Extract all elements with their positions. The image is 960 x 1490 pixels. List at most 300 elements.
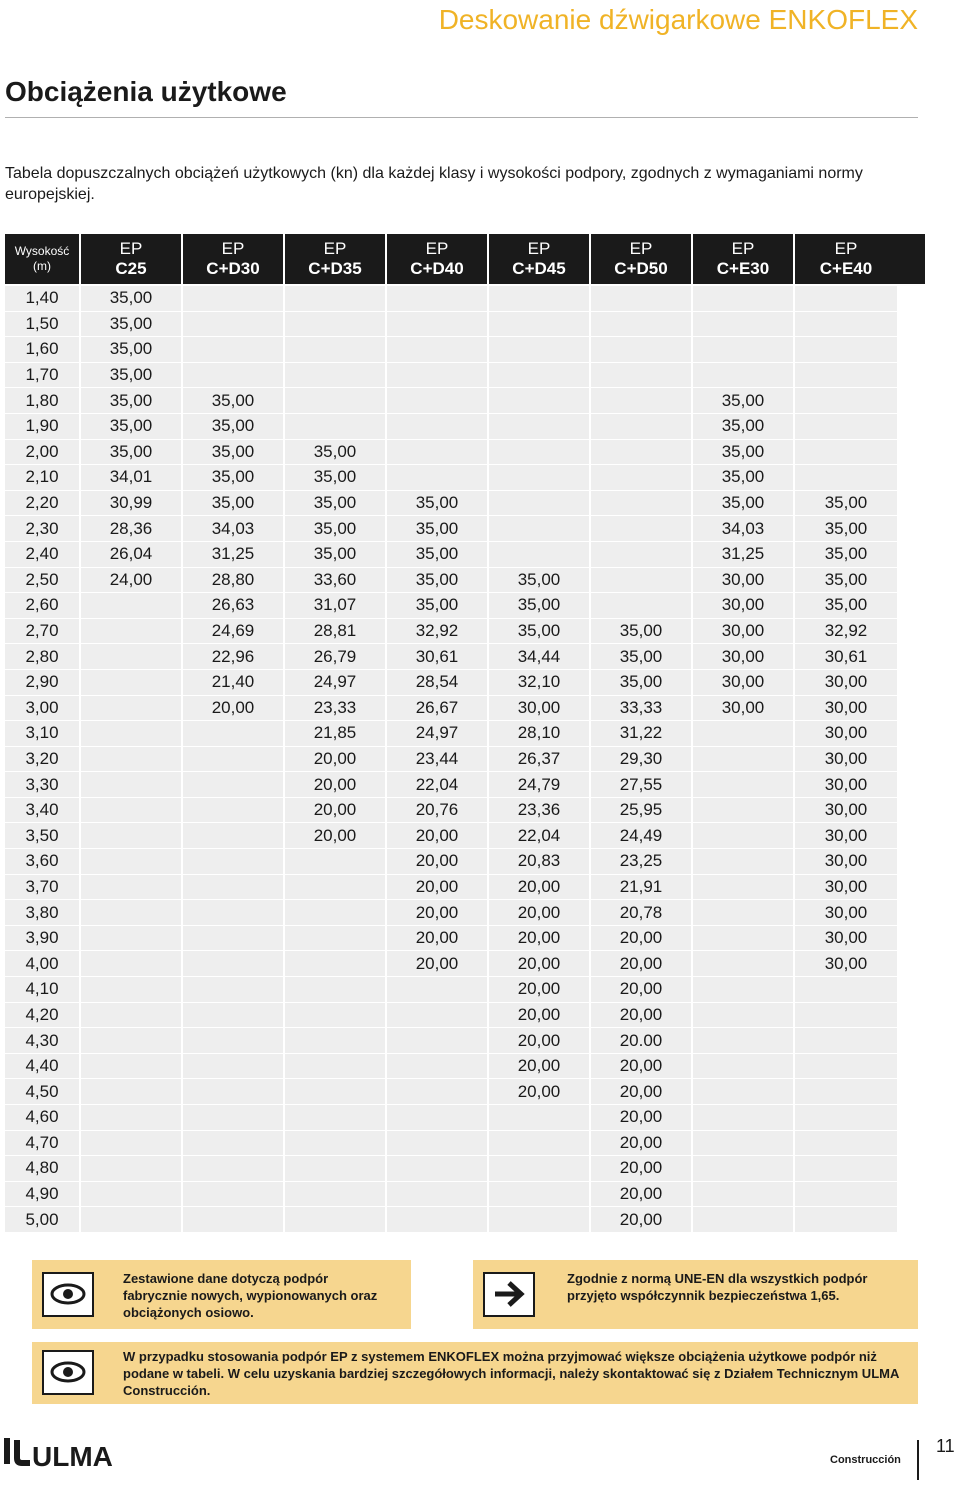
svg-text:ULMA: ULMA xyxy=(32,1441,113,1470)
load-cell: 35,00 xyxy=(183,388,285,414)
load-cell: 35,00 xyxy=(489,619,591,645)
load-cell xyxy=(285,312,387,338)
load-cell: 27,55 xyxy=(591,772,693,798)
load-cell: 20,00 xyxy=(285,798,387,824)
header-height-line: (m) xyxy=(33,259,51,273)
table-row xyxy=(5,516,925,542)
table-row xyxy=(5,875,925,901)
load-cell: 35,00 xyxy=(387,491,489,517)
header-column xyxy=(795,234,897,284)
load-cell: 35,00 xyxy=(81,286,183,312)
table-body xyxy=(5,286,925,1233)
height-cell: 2,60 xyxy=(5,593,81,619)
load-cell: 20,00 xyxy=(591,1207,693,1233)
header-column-class: C25 xyxy=(115,259,147,278)
load-cell xyxy=(285,388,387,414)
load-cell xyxy=(795,1131,897,1157)
table-row xyxy=(5,1131,925,1157)
load-cell: 20,00 xyxy=(489,900,591,926)
height-cell: 3,70 xyxy=(5,875,81,901)
load-cell: 35,00 xyxy=(81,363,183,389)
height-cell: 4,30 xyxy=(5,1028,81,1054)
load-cell: 34,03 xyxy=(183,516,285,542)
load-cell: 20,00 xyxy=(489,875,591,901)
note-new-props xyxy=(32,1260,411,1329)
eye-icon xyxy=(42,1350,94,1395)
load-cell: 35,00 xyxy=(795,593,897,619)
table-row xyxy=(5,1207,925,1233)
load-cell xyxy=(795,1207,897,1233)
height-cell: 5,00 xyxy=(5,1207,81,1233)
table-row xyxy=(5,1156,925,1182)
load-table xyxy=(5,234,925,1233)
load-cell: 30,00 xyxy=(795,670,897,696)
load-cell xyxy=(795,1028,897,1054)
load-cell xyxy=(387,977,489,1003)
load-cell: 24,97 xyxy=(285,670,387,696)
load-cell xyxy=(81,1054,183,1080)
header-column xyxy=(285,234,387,284)
load-cell xyxy=(285,414,387,440)
load-cell: 26,67 xyxy=(387,696,489,722)
load-cell xyxy=(795,414,897,440)
load-cell xyxy=(591,363,693,389)
load-cell xyxy=(489,1131,591,1157)
load-cell: 20,00 xyxy=(489,926,591,952)
load-cell: 20.00 xyxy=(591,1028,693,1054)
load-cell: 20,00 xyxy=(489,1003,591,1029)
document-header-title: Deskowanie dźwigarkowe ENKOFLEX xyxy=(438,4,918,35)
load-cell xyxy=(183,1207,285,1233)
load-cell xyxy=(81,977,183,1003)
height-cell: 4,80 xyxy=(5,1156,81,1182)
header-column-class: C+E30 xyxy=(716,259,770,278)
load-cell: 20,00 xyxy=(285,747,387,773)
table-row xyxy=(5,747,925,773)
load-cell: 25,95 xyxy=(591,798,693,824)
load-cell: 30,00 xyxy=(795,747,897,773)
load-cell xyxy=(795,312,897,338)
load-cell xyxy=(387,388,489,414)
load-cell xyxy=(81,1156,183,1182)
load-cell: 23,33 xyxy=(285,696,387,722)
load-cell: 20,00 xyxy=(387,875,489,901)
table-row xyxy=(5,721,925,747)
load-cell xyxy=(183,1156,285,1182)
table-row xyxy=(5,1003,925,1029)
table-row xyxy=(5,644,925,670)
load-cell xyxy=(795,1105,897,1131)
load-cell xyxy=(285,977,387,1003)
load-cell: 35,00 xyxy=(693,491,795,517)
table-row xyxy=(5,414,925,440)
load-cell xyxy=(81,644,183,670)
load-cell: 35,00 xyxy=(489,593,591,619)
eye-icon xyxy=(42,1272,94,1317)
load-cell: 20,00 xyxy=(489,1028,591,1054)
height-cell: 4,60 xyxy=(5,1105,81,1131)
load-cell xyxy=(81,1131,183,1157)
load-cell: 20,00 xyxy=(387,849,489,875)
load-cell: 21,91 xyxy=(591,875,693,901)
load-cell: 21,85 xyxy=(285,721,387,747)
height-cell: 2,10 xyxy=(5,465,81,491)
load-cell: 35,00 xyxy=(387,542,489,568)
load-cell: 35,00 xyxy=(285,440,387,466)
load-cell xyxy=(285,1207,387,1233)
height-cell: 3,30 xyxy=(5,772,81,798)
load-cell xyxy=(183,286,285,312)
table-row xyxy=(5,900,925,926)
load-cell xyxy=(489,1182,591,1208)
load-cell xyxy=(693,1156,795,1182)
load-cell: 20,00 xyxy=(183,696,285,722)
load-cell xyxy=(183,849,285,875)
load-cell xyxy=(285,363,387,389)
load-cell xyxy=(81,747,183,773)
load-cell xyxy=(693,875,795,901)
load-cell: 28,81 xyxy=(285,619,387,645)
load-cell: 30,00 xyxy=(693,644,795,670)
load-cell xyxy=(183,1182,285,1208)
height-cell: 4,50 xyxy=(5,1079,81,1105)
load-cell: 35,00 xyxy=(693,414,795,440)
load-cell xyxy=(489,414,591,440)
load-cell xyxy=(387,1131,489,1157)
table-row xyxy=(5,1105,925,1131)
load-cell: 20,78 xyxy=(591,900,693,926)
header-column-class: C+D30 xyxy=(206,259,260,278)
load-cell: 35,00 xyxy=(285,542,387,568)
load-cell xyxy=(387,1207,489,1233)
load-cell xyxy=(183,977,285,1003)
load-cell xyxy=(285,900,387,926)
load-cell: 20,00 xyxy=(489,977,591,1003)
table-row xyxy=(5,849,925,875)
load-cell xyxy=(387,312,489,338)
load-cell: 32,92 xyxy=(387,619,489,645)
load-cell: 35,00 xyxy=(591,619,693,645)
load-cell: 20,00 xyxy=(387,951,489,977)
load-cell xyxy=(81,926,183,952)
header-column-series: EP xyxy=(731,239,755,258)
load-cell xyxy=(183,875,285,901)
load-cell xyxy=(795,1079,897,1105)
load-cell xyxy=(183,951,285,977)
header-column-series: EP xyxy=(119,239,143,258)
load-cell xyxy=(591,593,693,619)
load-cell xyxy=(183,772,285,798)
load-cell xyxy=(693,926,795,952)
load-cell: 31,07 xyxy=(285,593,387,619)
load-cell: 24,97 xyxy=(387,721,489,747)
load-cell: 32,92 xyxy=(795,619,897,645)
header-column xyxy=(81,234,183,284)
load-cell: 20,83 xyxy=(489,849,591,875)
load-cell: 35,00 xyxy=(81,388,183,414)
load-cell xyxy=(693,798,795,824)
load-cell: 21,40 xyxy=(183,670,285,696)
load-cell: 30,00 xyxy=(693,568,795,594)
load-cell xyxy=(387,1182,489,1208)
load-cell xyxy=(693,1131,795,1157)
height-cell: 3,50 xyxy=(5,823,81,849)
intro-paragraph: Tabela dopuszczalnych obciążeń użytkowych (kn) dla każdej klasy i wysokości podpory, zgodnych z wymaganiami normy europejskiej. xyxy=(5,165,863,203)
load-cell xyxy=(81,1079,183,1105)
table-row xyxy=(5,593,925,619)
load-cell xyxy=(183,900,285,926)
load-cell: 30,00 xyxy=(795,926,897,952)
load-cell: 35,00 xyxy=(183,414,285,440)
load-cell xyxy=(81,593,183,619)
height-cell: 1,60 xyxy=(5,337,81,363)
load-cell xyxy=(795,977,897,1003)
table-row xyxy=(5,542,925,568)
header-column-series: EP xyxy=(323,239,347,258)
table-header-row xyxy=(5,234,925,284)
height-cell: 1,80 xyxy=(5,388,81,414)
load-cell xyxy=(489,312,591,338)
load-cell xyxy=(489,440,591,466)
load-cell xyxy=(693,1079,795,1105)
load-cell: 20,00 xyxy=(387,900,489,926)
load-cell: 20,00 xyxy=(489,1079,591,1105)
load-cell xyxy=(387,414,489,440)
load-cell: 30,00 xyxy=(693,670,795,696)
load-cell xyxy=(489,363,591,389)
load-cell xyxy=(285,1105,387,1131)
load-cell xyxy=(285,1131,387,1157)
load-cell: 30,99 xyxy=(81,491,183,517)
header-column xyxy=(489,234,591,284)
load-cell xyxy=(183,926,285,952)
load-cell xyxy=(81,1028,183,1054)
arrow-right-icon xyxy=(483,1272,535,1317)
load-cell xyxy=(285,1156,387,1182)
height-cell: 2,80 xyxy=(5,644,81,670)
load-cell: 30,00 xyxy=(795,721,897,747)
table-row xyxy=(5,312,925,338)
load-cell: 30,61 xyxy=(795,644,897,670)
load-cell xyxy=(81,696,183,722)
load-cell xyxy=(693,772,795,798)
header-column-class: C+D45 xyxy=(512,259,566,278)
load-cell: 20,00 xyxy=(591,1156,693,1182)
load-cell: 24,79 xyxy=(489,772,591,798)
load-cell: 20,00 xyxy=(591,1079,693,1105)
load-cell xyxy=(285,1028,387,1054)
height-cell: 1,40 xyxy=(5,286,81,312)
load-cell xyxy=(81,849,183,875)
load-cell xyxy=(81,670,183,696)
load-cell: 30,00 xyxy=(795,772,897,798)
load-cell xyxy=(387,1105,489,1131)
ulma-logo xyxy=(4,1438,120,1475)
load-cell: 35,00 xyxy=(81,414,183,440)
height-cell: 2,90 xyxy=(5,670,81,696)
load-cell xyxy=(81,900,183,926)
load-cell xyxy=(591,440,693,466)
load-cell xyxy=(489,388,591,414)
load-cell: 24,49 xyxy=(591,823,693,849)
load-cell xyxy=(693,951,795,977)
footer-divider xyxy=(917,1440,919,1480)
load-cell xyxy=(183,1105,285,1131)
load-cell xyxy=(387,337,489,363)
table-row xyxy=(5,1054,925,1080)
height-cell: 3,20 xyxy=(5,747,81,773)
load-cell: 33,33 xyxy=(591,696,693,722)
load-cell xyxy=(183,337,285,363)
load-cell xyxy=(693,1028,795,1054)
height-cell: 2,40 xyxy=(5,542,81,568)
load-cell xyxy=(591,465,693,491)
load-cell xyxy=(591,414,693,440)
load-cell xyxy=(285,875,387,901)
load-cell xyxy=(489,542,591,568)
load-cell xyxy=(591,388,693,414)
load-cell xyxy=(183,363,285,389)
table-row xyxy=(5,363,925,389)
table-row xyxy=(5,491,925,517)
load-cell: 35,00 xyxy=(285,516,387,542)
load-cell: 30,00 xyxy=(489,696,591,722)
load-cell xyxy=(285,1003,387,1029)
table-row xyxy=(5,440,925,466)
header-column-class: C+D35 xyxy=(308,259,362,278)
height-cell: 4,20 xyxy=(5,1003,81,1029)
table-row xyxy=(5,337,925,363)
height-cell: 4,10 xyxy=(5,977,81,1003)
load-cell xyxy=(489,491,591,517)
brand-word: Construcción xyxy=(830,1454,901,1466)
height-cell: 4,90 xyxy=(5,1182,81,1208)
load-cell xyxy=(285,1054,387,1080)
load-cell xyxy=(693,1054,795,1080)
load-cell xyxy=(795,1182,897,1208)
load-cell xyxy=(285,926,387,952)
load-cell xyxy=(591,542,693,568)
load-cell: 29,30 xyxy=(591,747,693,773)
load-cell xyxy=(387,1028,489,1054)
load-cell: 35,00 xyxy=(81,337,183,363)
load-cell xyxy=(693,721,795,747)
load-cell xyxy=(81,823,183,849)
load-cell xyxy=(387,1003,489,1029)
load-cell: 28,80 xyxy=(183,568,285,594)
load-cell xyxy=(285,1182,387,1208)
load-cell xyxy=(387,1054,489,1080)
height-cell: 1,90 xyxy=(5,414,81,440)
load-cell: 23,25 xyxy=(591,849,693,875)
load-cell: 35,00 xyxy=(795,568,897,594)
load-cell xyxy=(183,1131,285,1157)
load-cell: 35,00 xyxy=(285,465,387,491)
height-cell: 1,70 xyxy=(5,363,81,389)
load-cell xyxy=(489,1207,591,1233)
load-cell xyxy=(591,337,693,363)
load-cell: 34,01 xyxy=(81,465,183,491)
load-cell: 35,00 xyxy=(285,491,387,517)
load-cell: 30,00 xyxy=(795,849,897,875)
load-cell xyxy=(693,1182,795,1208)
header-column-series: EP xyxy=(834,239,858,258)
header-column xyxy=(693,234,795,284)
table-row xyxy=(5,926,925,952)
table-row xyxy=(5,951,925,977)
title-divider xyxy=(5,117,918,118)
load-cell: 20,00 xyxy=(591,1105,693,1131)
table-row xyxy=(5,1028,925,1054)
load-cell: 20,00 xyxy=(489,951,591,977)
load-cell xyxy=(81,721,183,747)
load-cell xyxy=(693,337,795,363)
header-column-class: C+D50 xyxy=(614,259,668,278)
load-cell: 20,00 xyxy=(489,1054,591,1080)
load-cell xyxy=(285,337,387,363)
load-cell: 30,00 xyxy=(795,951,897,977)
height-cell: 3,40 xyxy=(5,798,81,824)
section-title: Obciążenia użytkowe xyxy=(5,76,287,107)
load-cell xyxy=(183,747,285,773)
table-row xyxy=(5,465,925,491)
load-cell: 22,04 xyxy=(387,772,489,798)
height-cell: 4,70 xyxy=(5,1131,81,1157)
load-cell: 31,25 xyxy=(693,542,795,568)
table-row xyxy=(5,823,925,849)
table-row xyxy=(5,696,925,722)
load-cell: 35,00 xyxy=(795,491,897,517)
height-cell: 3,90 xyxy=(5,926,81,952)
header-column xyxy=(387,234,489,284)
load-cell: 30,00 xyxy=(693,619,795,645)
load-cell: 35,00 xyxy=(591,670,693,696)
load-cell xyxy=(795,1054,897,1080)
load-cell xyxy=(285,951,387,977)
load-cell xyxy=(591,491,693,517)
load-cell: 30,00 xyxy=(795,798,897,824)
height-cell: 3,10 xyxy=(5,721,81,747)
load-cell xyxy=(387,286,489,312)
table-row xyxy=(5,1182,925,1208)
load-cell: 26,04 xyxy=(81,542,183,568)
load-cell: 35,00 xyxy=(81,312,183,338)
load-cell xyxy=(81,619,183,645)
load-cell: 23,36 xyxy=(489,798,591,824)
load-cell xyxy=(795,337,897,363)
load-cell: 20,00 xyxy=(387,823,489,849)
header-column-series: EP xyxy=(221,239,245,258)
load-cell xyxy=(489,1156,591,1182)
load-cell xyxy=(693,1105,795,1131)
load-cell: 31,25 xyxy=(183,542,285,568)
load-cell: 20,00 xyxy=(591,1131,693,1157)
load-cell xyxy=(795,363,897,389)
load-cell: 22,96 xyxy=(183,644,285,670)
load-cell: 35,00 xyxy=(795,516,897,542)
load-cell xyxy=(183,1079,285,1105)
load-cell xyxy=(81,1003,183,1029)
load-cell xyxy=(387,465,489,491)
load-cell xyxy=(387,1079,489,1105)
table-row xyxy=(5,1079,925,1105)
load-cell: 35,00 xyxy=(489,568,591,594)
load-cell: 20,00 xyxy=(591,1054,693,1080)
load-cell: 26,63 xyxy=(183,593,285,619)
note-safety-factor-text: Zgodnie z normą UNE-EN dla wszystkich podpór przyjęto współczynnik bezpieczeństwa 1,65. xyxy=(567,1271,868,1303)
table-row xyxy=(5,286,925,312)
load-cell xyxy=(81,1105,183,1131)
